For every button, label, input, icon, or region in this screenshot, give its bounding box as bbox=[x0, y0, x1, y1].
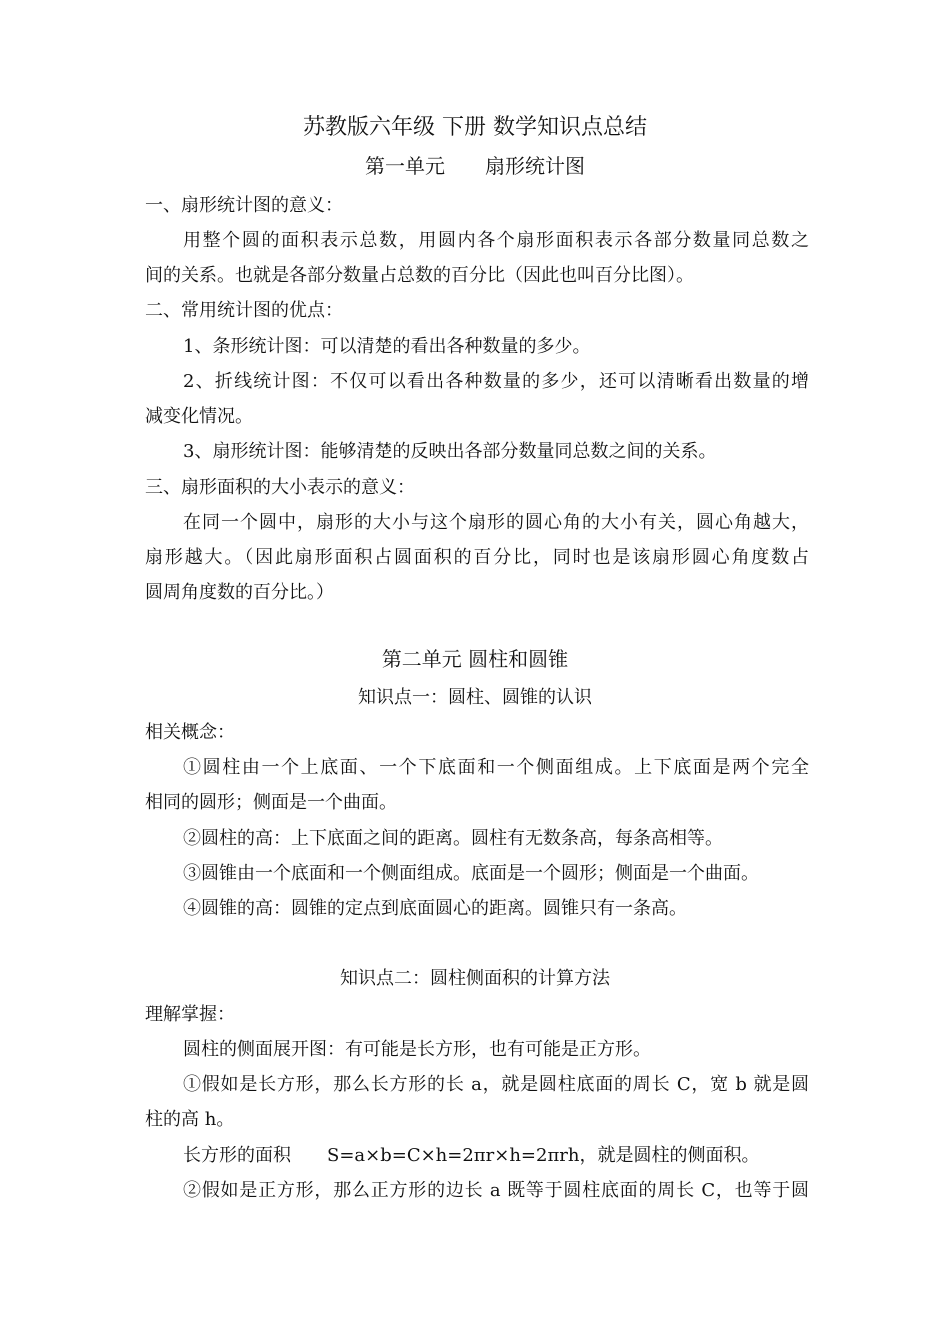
unit2-concepts-label: 相关概念： bbox=[145, 722, 235, 743]
unit2-concept2: ②圆柱的高：上下底面之间的距离。圆柱有无数条高，每条高相等。 bbox=[183, 828, 723, 849]
unit2-concept1-line2: 相同的圆形；侧面是一个曲面。 bbox=[145, 792, 397, 813]
unit1-section1-text-line1: 用整个圆的面积表示总数，用圆内各个扇形面积表示各部分数量同总数之 bbox=[183, 230, 809, 251]
unit2-knowledge-point2-title: 知识点二：圆柱侧面积的计算方法 bbox=[340, 968, 610, 989]
unit2-understand-item1: 圆柱的侧面展开图：有可能是长方形，也有可能是正方形。 bbox=[183, 1039, 651, 1060]
unit2-concept1-line1: ①圆柱由一个上底面、一个下底面和一个侧面组成。上下底面是两个完全 bbox=[183, 757, 809, 778]
unit2-understand-formula: 长方形的面积 S=a×b=C×h=2πr×h=2πrh，就是圆柱的侧面积。 bbox=[183, 1145, 760, 1166]
unit2-concept4: ④圆锥的高：圆锥的定点到底面圆心的距离。圆锥只有一条高。 bbox=[183, 898, 687, 919]
unit2-heading: 第二单元 圆柱和圆锥 bbox=[381, 647, 569, 671]
unit1-section2-item2-line1: 2、折线统计图：不仅可以看出各种数量的多少，还可以清晰看出数量的增 bbox=[183, 371, 809, 392]
unit2-understand-item3-line1: ②假如是正方形，那么正方形的边长 a 既等于圆柱底面的周长 C，也等于圆 bbox=[183, 1180, 809, 1201]
unit2-understand-label: 理解掌握： bbox=[145, 1004, 235, 1025]
unit1-section1-title: 一、扇形统计图的意义： bbox=[145, 195, 343, 216]
document-title: 苏教版六年级 下册 数学知识点总结 bbox=[303, 115, 647, 140]
unit1-section1-text-line2: 间的关系。也就是各部分数量占总数的百分比（因此也叫百分比图）。 bbox=[145, 265, 694, 286]
unit1-section3-text-line3: 圆周角度数的百分比。） bbox=[145, 582, 334, 603]
unit1-section2-item3: 3、扇形统计图：能够清楚的反映出各部分数量同总数之间的关系。 bbox=[183, 441, 717, 462]
unit2-concept3: ③圆锥由一个底面和一个侧面组成。底面是一个圆形；侧面是一个曲面。 bbox=[183, 863, 759, 884]
unit2-knowledge-point1-title: 知识点一：圆柱、圆锥的认识 bbox=[358, 687, 592, 708]
unit1-section3-title: 三、扇形面积的大小表示的意义： bbox=[145, 477, 415, 498]
unit2-understand-item2-line2: 柱的高 h。 bbox=[145, 1109, 235, 1130]
unit1-section2-title: 二、常用统计图的优点： bbox=[145, 300, 343, 321]
unit1-heading: 第一单元 扇形统计图 bbox=[365, 154, 585, 178]
unit1-section2-item1: 1、条形统计图：可以清楚的看出各种数量的多少。 bbox=[183, 336, 591, 357]
unit2-understand-item2-line1: ①假如是长方形，那么长方形的长 a，就是圆柱底面的周长 C，宽 b 就是圆 bbox=[183, 1074, 809, 1095]
unit1-section3-text-line1: 在同一个圆中，扇形的大小与这个扇形的圆心角的大小有关，圆心角越大， bbox=[183, 512, 809, 533]
unit1-section2-item2-line2: 减变化情况。 bbox=[145, 406, 253, 427]
unit1-section3-text-line2: 扇形越大。（因此扇形面积占圆面积的百分比，同时也是该扇形圆心角度数占 bbox=[145, 547, 809, 568]
